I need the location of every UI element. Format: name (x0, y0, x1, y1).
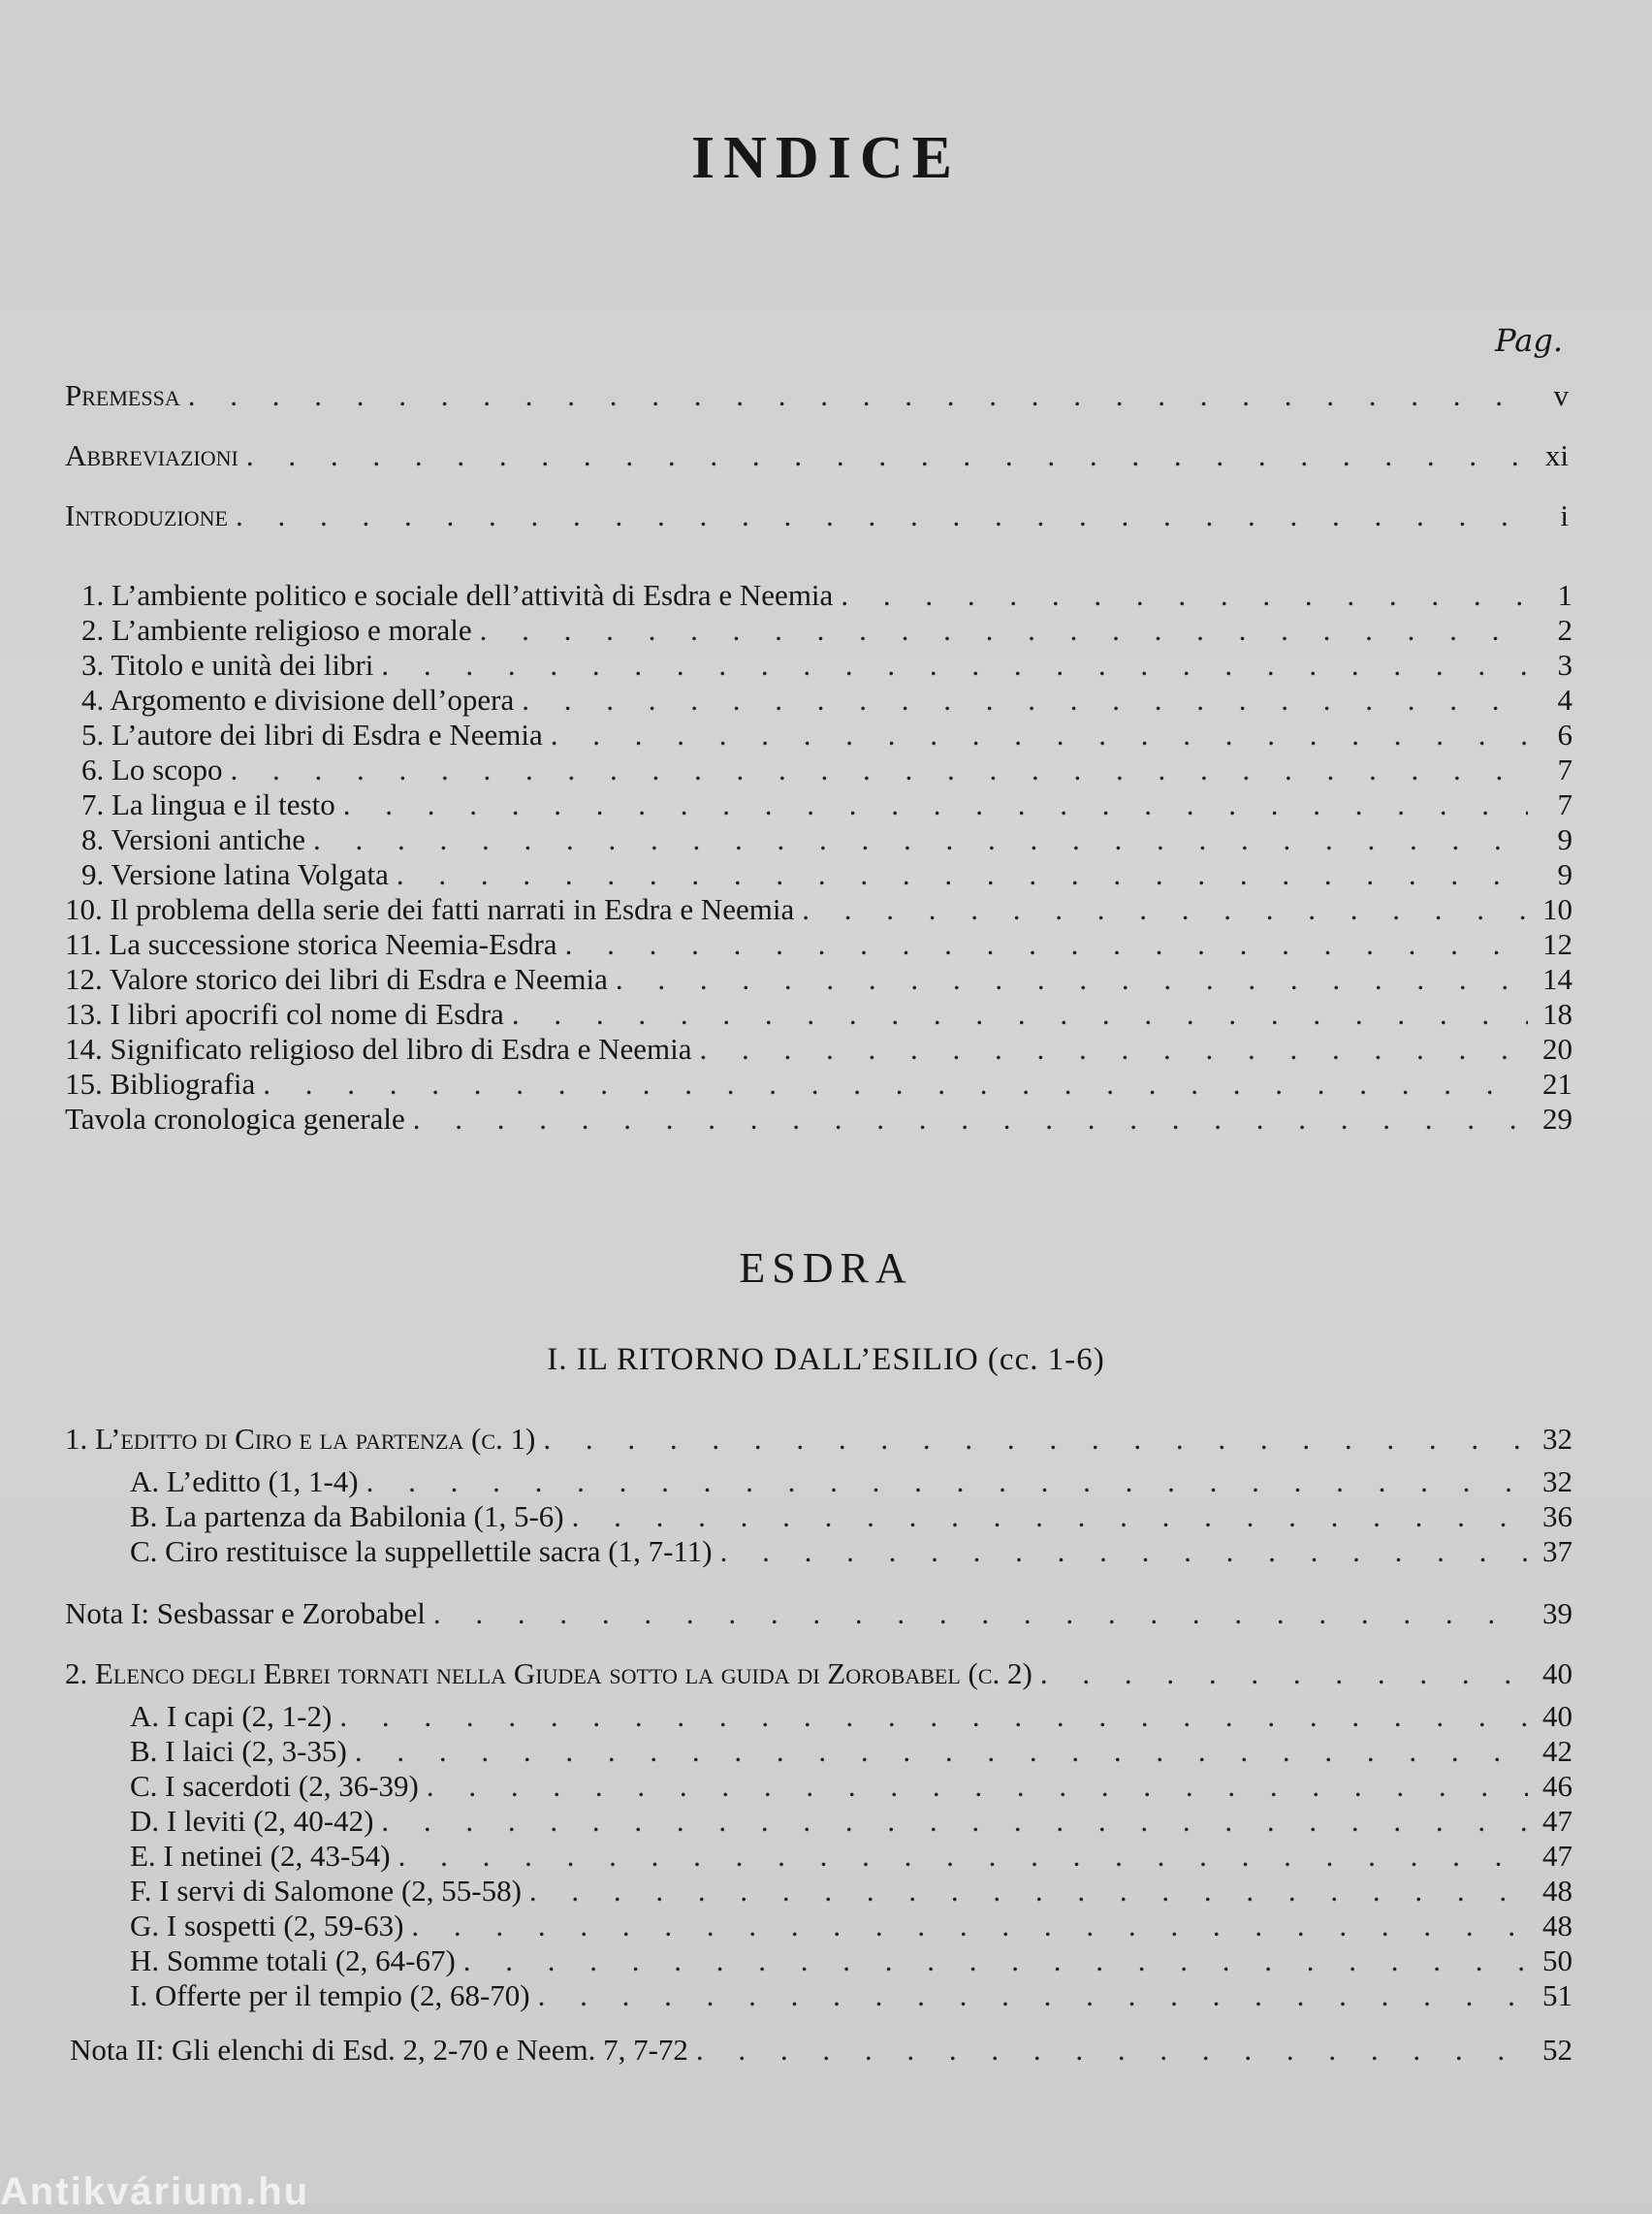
dot-leader (339, 1699, 1528, 1734)
toc-entry-front (65, 378, 1569, 413)
toc-entry-label: 2. L’ambiente religioso e morale (81, 613, 472, 647)
toc-entry-label: Abbreviazioni (65, 438, 238, 472)
toc-entry (81, 822, 1573, 857)
dot-leader (246, 438, 1524, 473)
toc-entry-page: 14 (1542, 962, 1573, 996)
dot-leader (480, 613, 1528, 648)
toc-entry-label: Nota I: Sesbassar e Zorobabel (65, 1596, 426, 1630)
dot-leader (398, 1839, 1528, 1874)
toc-entry-page: 12 (1542, 927, 1573, 961)
toc-entry-page: 7 (1557, 753, 1573, 786)
toc-entry (130, 1909, 1573, 1943)
toc-entry-label: C. Ciro restituisce la suppellettile sacra (1, 7-11) (130, 1534, 713, 1568)
toc-entry-page: 39 (1542, 1596, 1573, 1630)
toc-entry-label: 15. Bibliografia (65, 1067, 256, 1101)
toc-entry-page: 9 (1557, 857, 1573, 891)
toc-entry-front (65, 438, 1569, 473)
toc-entry-front (65, 498, 1569, 533)
toc-entry-label: F. I servi di Salomone (2, 55-58) (130, 1874, 522, 1908)
toc-entry-label: B. I laici (2, 3-35) (130, 1734, 347, 1768)
dot-leader (696, 2033, 1528, 2068)
dot-leader (313, 822, 1528, 857)
toc-entry-label: Premessa (65, 378, 180, 412)
toc-entry-label: 13. I libri apocrifi col nome di Esdra (65, 997, 504, 1031)
dot-leader (188, 378, 1524, 413)
part-title: I. IL RITORNO DALL’ESILIO (cc. 1-6) (547, 1342, 1105, 1377)
dot-leader (565, 927, 1528, 962)
toc-entry (81, 753, 1573, 787)
toc-entry-label: 1. L’editto di Ciro e la partenza (c. 1) (65, 1422, 536, 1456)
toc-entry-page: 51 (1542, 1978, 1573, 2012)
dot-leader (413, 1102, 1528, 1137)
toc-entry-label: 14. Significato religioso del libro di Esdra e Neemia (65, 1032, 692, 1066)
toc-entry (65, 1102, 1573, 1137)
toc-entry-label: 2. Elenco degli Ebrei tornati nella Giudea sotto la guida di Zorobabel (c. 2) (65, 1656, 1032, 1690)
toc-entry (130, 1464, 1573, 1499)
toc-entry-page: 47 (1542, 1804, 1573, 1838)
toc-entry-page: 40 (1542, 1699, 1573, 1733)
toc-entry-page: 18 (1542, 997, 1573, 1031)
toc-entry-page: 42 (1542, 1734, 1573, 1768)
toc-entry-page: 32 (1542, 1464, 1573, 1498)
toc-entry-label: 5. L’autore dei libri di Esdra e Neemia (81, 718, 543, 752)
toc-entry (130, 1874, 1573, 1909)
dot-leader (512, 997, 1528, 1032)
toc-entry-label: 4. Argomento e divisione dell’opera (81, 683, 515, 717)
toc-entry-label: G. I sospetti (2, 59-63) (130, 1909, 404, 1942)
toc-entry-page: 4 (1557, 683, 1573, 717)
toc-note (65, 1596, 1573, 1631)
watermark: Antikvárium.hu (0, 2170, 310, 2213)
toc-entry (130, 1734, 1573, 1769)
dot-leader (543, 1422, 1528, 1457)
toc-entry-page: 46 (1542, 1769, 1573, 1803)
toc-entry (65, 1032, 1573, 1067)
dot-leader (411, 1909, 1528, 1943)
dot-leader (522, 683, 1528, 718)
toc-entry-page: v (1553, 378, 1569, 412)
toc-entry (81, 683, 1573, 718)
toc-entry-page: 9 (1557, 822, 1573, 856)
toc-entry-page: 50 (1542, 1943, 1573, 1977)
toc-chapter (65, 1656, 1573, 1691)
toc-entry-label: 6. Lo scopo (81, 753, 223, 786)
dot-leader (343, 787, 1528, 822)
toc-entry-page: 40 (1542, 1656, 1573, 1690)
toc-entry (81, 613, 1573, 648)
toc-entry (81, 648, 1573, 683)
toc-entry-page: xi (1544, 438, 1569, 472)
dot-leader (572, 1499, 1528, 1534)
dot-leader (463, 1943, 1528, 1978)
toc-entry-page: i (1560, 498, 1569, 532)
toc-entry (65, 892, 1573, 927)
toc-entry-label: C. I sacerdoti (2, 36-39) (130, 1769, 419, 1803)
dot-leader (529, 1874, 1528, 1909)
toc-entry-page: 32 (1542, 1422, 1573, 1456)
toc-entry-label: I. Offerte per il tempio (2, 68-70) (130, 1978, 530, 2012)
dot-leader (381, 648, 1528, 683)
toc-entry-label: A. L’editto (1, 1-4) (130, 1464, 359, 1498)
toc-entry-page: 47 (1542, 1839, 1573, 1873)
toc-entry-page: 48 (1542, 1909, 1573, 1942)
dot-leader (700, 1032, 1528, 1067)
toc-entry-page: 52 (1542, 2033, 1573, 2067)
toc-entry-page: 21 (1542, 1067, 1573, 1101)
dot-leader (1040, 1656, 1528, 1691)
dot-leader (433, 1596, 1528, 1631)
dot-leader (263, 1067, 1528, 1102)
toc-entry-page: 10 (1542, 892, 1573, 926)
toc-entry (81, 718, 1573, 753)
toc-entry (130, 1699, 1573, 1734)
toc-entry (65, 997, 1573, 1032)
toc-entry-page: 1 (1557, 578, 1573, 612)
toc-entry (130, 1943, 1573, 1978)
dot-leader (236, 498, 1524, 533)
dot-leader (841, 578, 1528, 613)
toc-entry-label: 8. Versioni antiche (81, 822, 306, 856)
toc-entry-label: 1. L’ambiente politico e sociale dell’attività di Esdra e Neemia (81, 578, 834, 612)
toc-entry (130, 1769, 1573, 1804)
toc-entry-page: 48 (1542, 1874, 1573, 1908)
toc-entry-label: Tavola cronologica generale (65, 1102, 405, 1136)
toc-entry (130, 1499, 1573, 1534)
toc-entry (81, 857, 1573, 892)
toc-entry-page: 37 (1542, 1534, 1573, 1568)
toc-entry (65, 962, 1573, 997)
toc-entry (81, 578, 1573, 613)
toc-entry-label: 11. La successione storica Neemia-Esdra (65, 927, 557, 961)
section-title: ESDRA (739, 1244, 913, 1292)
toc-entry-label: 9. Versione latina Volgata (81, 857, 389, 891)
toc-entry (65, 927, 1573, 962)
toc-entry-label: D. I leviti (2, 40-42) (130, 1804, 374, 1838)
dot-leader (616, 962, 1528, 997)
dot-leader (551, 718, 1528, 753)
toc-entry (130, 1839, 1573, 1874)
toc-entry-label: 7. La lingua e il testo (81, 787, 335, 821)
toc-entry-label: A. I capi (2, 1-2) (130, 1699, 333, 1733)
toc-chapter (65, 1422, 1573, 1457)
toc-entry-page: 7 (1557, 787, 1573, 821)
dot-leader (366, 1464, 1528, 1499)
toc-entry-page: 36 (1542, 1499, 1573, 1533)
toc-entry-page: 3 (1557, 648, 1573, 682)
toc-entry-page: 29 (1542, 1102, 1573, 1136)
dot-leader (720, 1534, 1528, 1569)
toc-entry-page: 6 (1557, 718, 1573, 752)
toc-entry-label: E. I netinei (2, 43-54) (130, 1839, 391, 1873)
toc-note (70, 2033, 1573, 2068)
dot-leader (355, 1734, 1528, 1769)
toc-entry-label: B. La partenza da Babilonia (1, 5-6) (130, 1499, 564, 1533)
page-column-label: Pag. (1495, 322, 1563, 359)
toc-entry-label: 3. Titolo e unità dei libri (81, 648, 374, 682)
toc-entry (81, 787, 1573, 822)
toc-entry-label: H. Somme totali (2, 64-67) (130, 1943, 456, 1977)
dot-leader (381, 1804, 1528, 1839)
toc-entry (65, 1067, 1573, 1102)
dot-leader (427, 1769, 1528, 1804)
toc-entry-label: 10. Il problema della serie dei fatti narrati in Esdra e Neemia (65, 892, 795, 926)
toc-entry (130, 1978, 1573, 2013)
toc-entry (130, 1804, 1573, 1839)
dot-leader (802, 892, 1528, 927)
toc-entry-page: 20 (1542, 1032, 1573, 1066)
page-title: INDICE (691, 125, 961, 191)
dot-leader (231, 753, 1528, 787)
toc-entry-label: 12. Valore storico dei libri di Esdra e Neemia (65, 962, 608, 996)
dot-leader (397, 857, 1528, 892)
toc-entry-label: Introduzione (65, 498, 228, 532)
toc-entry-page: 2 (1557, 613, 1573, 647)
toc-entry-label: Nota II: Gli elenchi di Esd. 2, 2-70 e Neem. 7, 7-72 (70, 2033, 688, 2067)
dot-leader (538, 1978, 1528, 2013)
toc-entry (130, 1534, 1573, 1569)
